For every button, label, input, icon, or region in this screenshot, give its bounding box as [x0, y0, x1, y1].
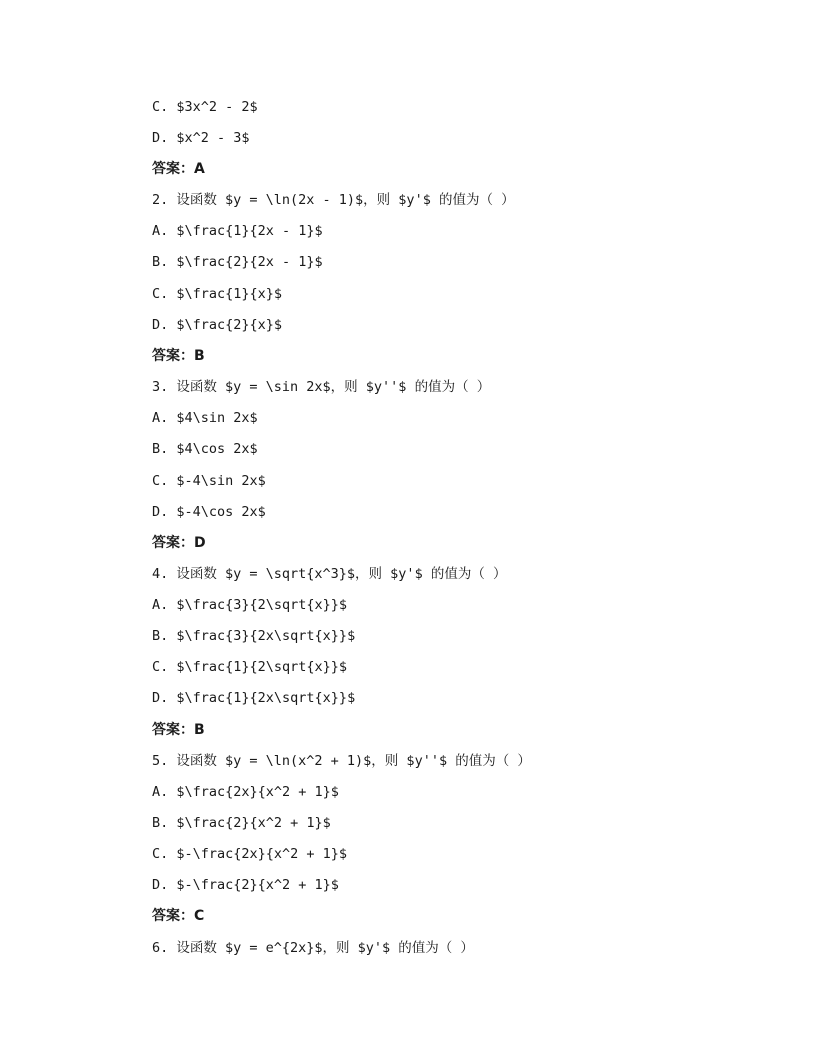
- option-line: D. $-4\cos 2x$: [152, 504, 266, 520]
- option-line: B. $4\cos 2x$: [152, 441, 258, 457]
- answer-line: 答案：B: [152, 348, 205, 364]
- option-line: B. $\frac{3}{2x\sqrt{x}}$: [152, 628, 356, 644]
- answer-line: 答案：D: [152, 535, 206, 551]
- answer-line: 答案：C: [152, 908, 205, 924]
- option-line: A. $\frac{3}{2\sqrt{x}}$: [152, 597, 348, 613]
- option-line: C. $-\frac{2x}{x^2 + 1}$: [152, 846, 348, 862]
- option-line: B. $\frac{2}{x^2 + 1}$: [152, 815, 331, 831]
- option-line: D. $\frac{1}{2x\sqrt{x}}$: [152, 690, 356, 706]
- answer-line: 答案：A: [152, 161, 205, 177]
- option-line: A. $\frac{1}{2x - 1}$: [152, 223, 323, 239]
- option-line: D. $x^2 - 3$: [152, 130, 250, 146]
- question-line: 2. 设函数 $y = \ln(2x - 1)$，则 $y'$ 的值为（ ）: [152, 192, 515, 208]
- option-line: A. $4\sin 2x$: [152, 410, 258, 426]
- option-line: C. $\frac{1}{x}$: [152, 286, 283, 302]
- question-line: 6. 设函数 $y = e^{2x}$，则 $y'$ 的值为（ ）: [152, 940, 474, 956]
- option-line: C. $3x^2 - 2$: [152, 99, 258, 115]
- option-line: D. $-\frac{2}{x^2 + 1}$: [152, 877, 339, 893]
- option-line: C. $\frac{1}{2\sqrt{x}}$: [152, 659, 348, 675]
- question-line: 4. 设函数 $y = \sqrt{x^3}$，则 $y'$ 的值为（ ）: [152, 566, 507, 582]
- option-line: C. $-4\sin 2x$: [152, 473, 266, 489]
- option-line: D. $\frac{2}{x}$: [152, 317, 283, 333]
- option-line: B. $\frac{2}{2x - 1}$: [152, 254, 323, 270]
- question-line: 5. 设函数 $y = \ln(x^2 + 1)$，则 $y''$ 的值为（ ）: [152, 753, 531, 769]
- answer-line: 答案：B: [152, 722, 205, 738]
- option-line: A. $\frac{2x}{x^2 + 1}$: [152, 784, 339, 800]
- question-line: 3. 设函数 $y = \sin 2x$，则 $y''$ 的值为（ ）: [152, 379, 491, 395]
